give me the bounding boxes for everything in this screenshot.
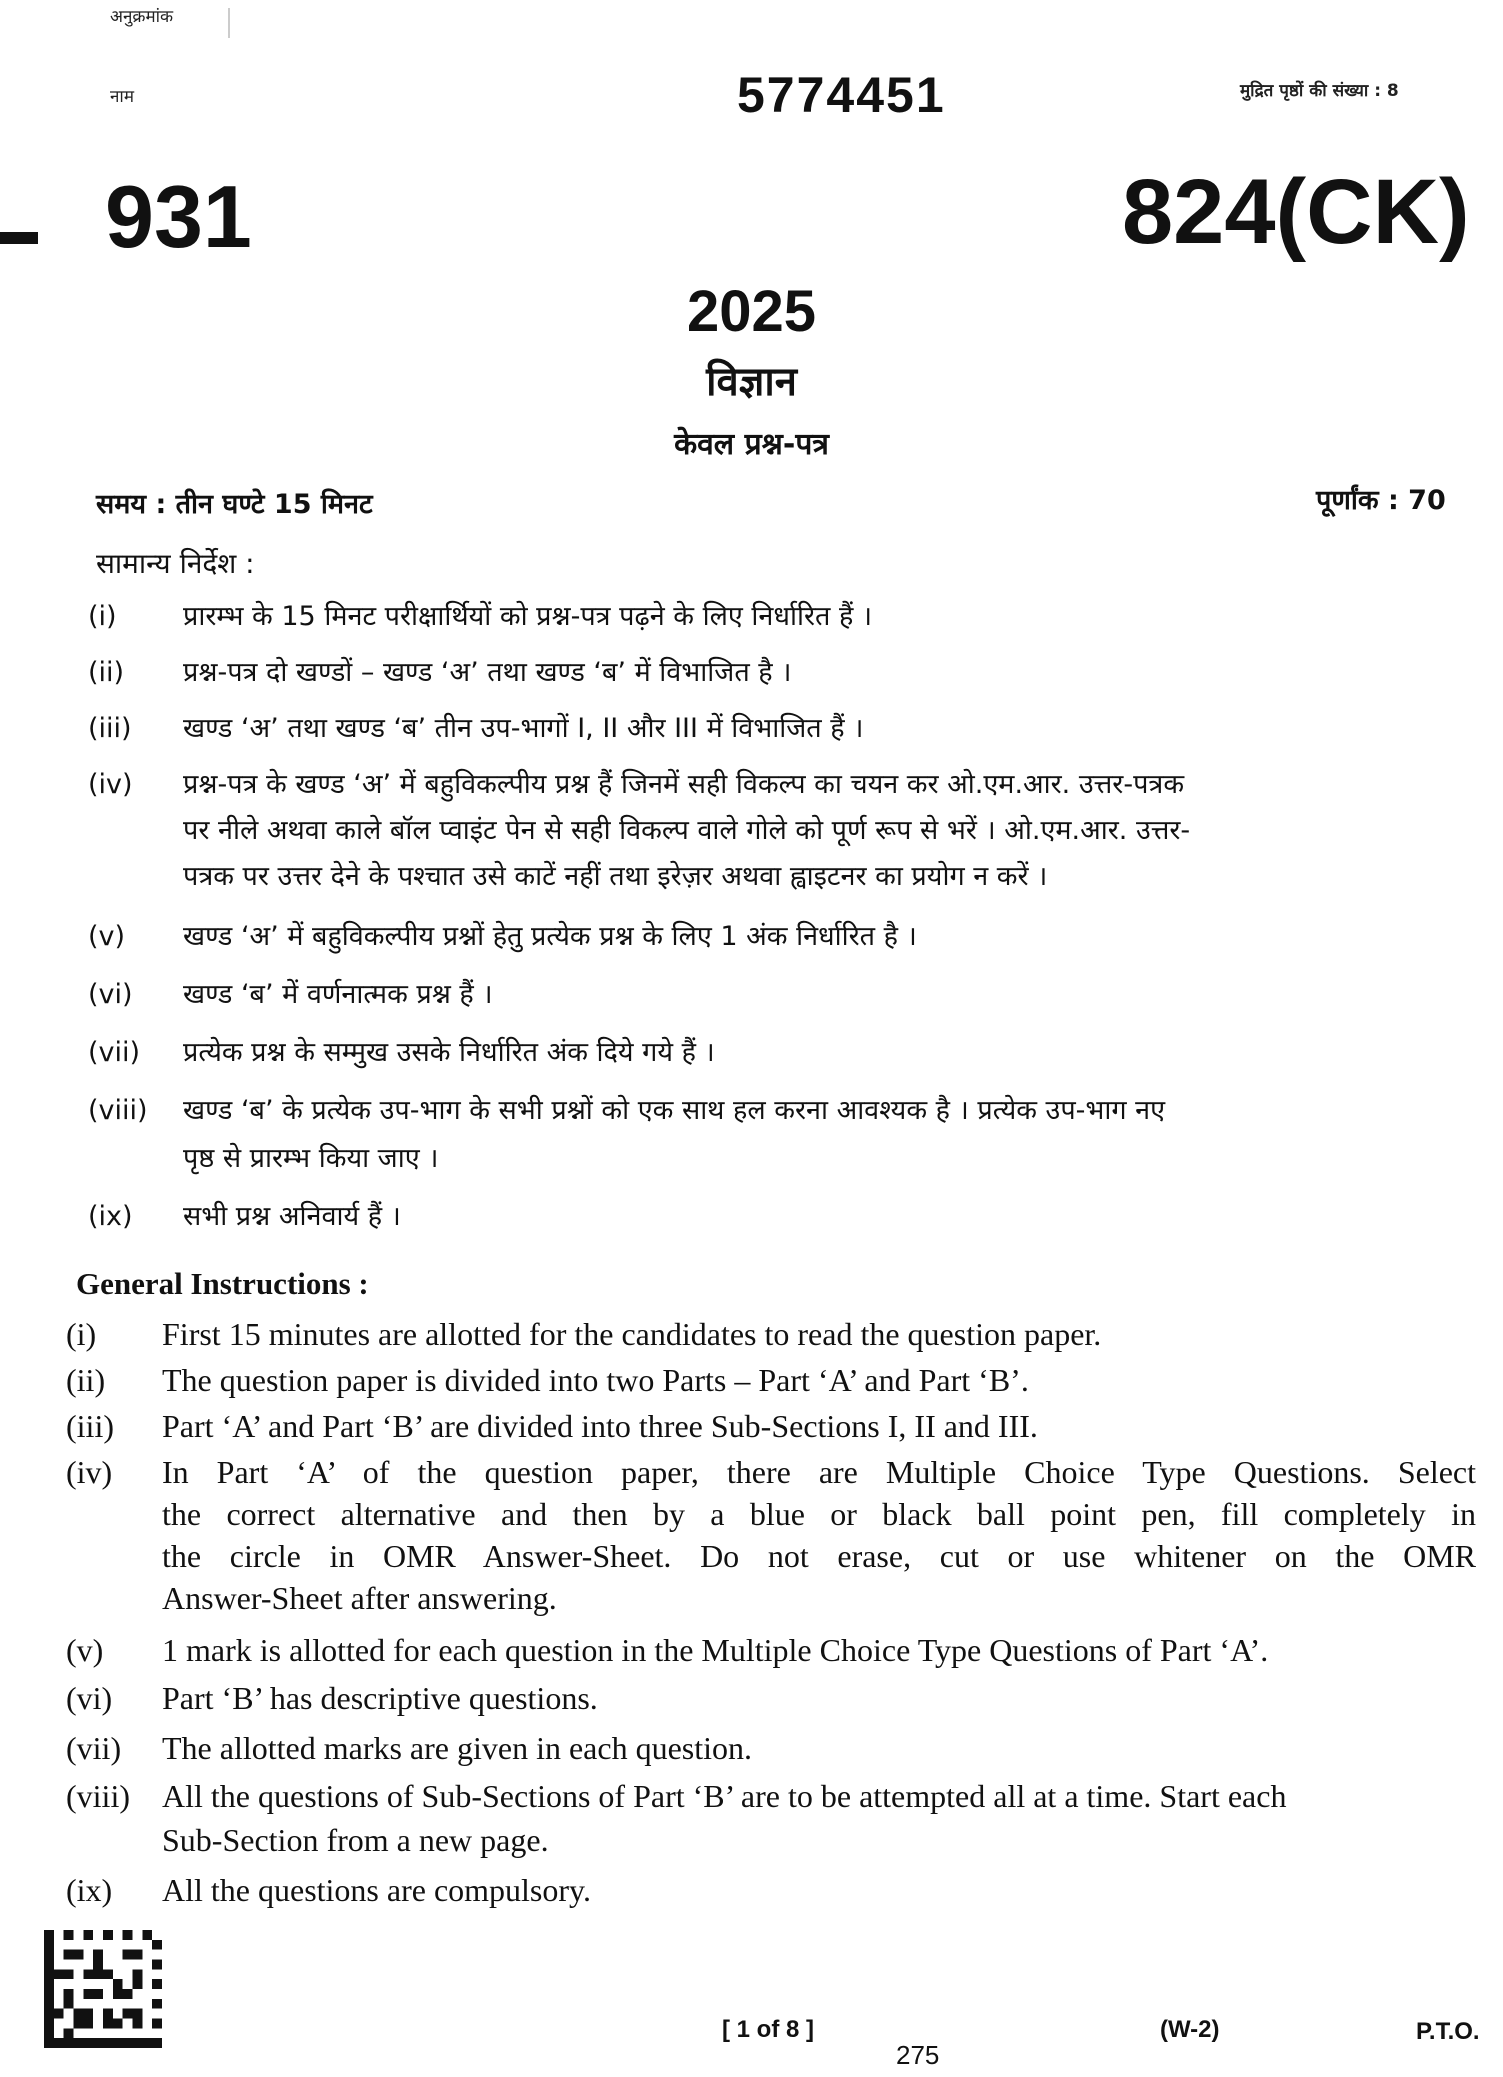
- paper-code: 824(CK): [1122, 161, 1470, 263]
- item-text: खण्ड ‘अ’ तथा खण्ड ‘ब’ तीन उप-भागों I, II और III में विभाजित हैं ।: [183, 713, 864, 744]
- item-text: In Part ‘A’ of the question paper, there are Multiple Choice Type Questions. Select: [162, 1454, 1476, 1490]
- item-text: पर नीले अथवा काले बॉल प्वाइंट पेन से सही विकल्प वाले गोले को पूर्ण रूप से भरें । ओ.एम.आर. उत्तर-: [183, 815, 1191, 846]
- time-allowed: समय : तीन घण्टे 15 मिनट: [96, 489, 373, 520]
- item-number: (viii): [66, 1778, 130, 1814]
- item-number: (ii): [66, 1362, 106, 1398]
- item-text: पृष्ठ से प्रारम्भ किया जाए ।: [183, 1143, 439, 1174]
- paper-type: केवल प्रश्न-पत्र: [674, 427, 829, 462]
- max-marks: पूर्णांक : 70: [1316, 485, 1446, 516]
- item-number: (iii): [66, 1408, 114, 1444]
- item-text: प्रश्न-पत्र के खण्ड ‘अ’ में बहुविकल्पीय प्रश्न हैं जिनमें सही विकल्प का चयन कर ओ.एम.आर. उत्तर-पत्रक: [183, 769, 1185, 800]
- english-instructions: [66, 1314, 1476, 1914]
- item-number: (iv): [66, 1454, 113, 1490]
- item-number: (v): [88, 921, 126, 952]
- page-sub-number: 275: [896, 2040, 940, 2070]
- left-code: 931: [105, 167, 252, 266]
- item-text: प्रत्येक प्रश्न के सम्मुख उसके निर्धारित अंक दिये गये हैं ।: [183, 1037, 715, 1068]
- item-text: First 15 minutes are allotted for the candidates to read the question paper.: [162, 1316, 1102, 1352]
- divider: [228, 8, 230, 38]
- item-number: (ii): [88, 657, 125, 688]
- item-text: प्रारम्भ के 15 मिनट परीक्षार्थियों को प्रश्न-पत्र पढ़ने के लिए निर्धारित हैं ।: [183, 601, 873, 632]
- footer-code: (W-2): [1160, 2016, 1220, 2043]
- item-number: (i): [88, 601, 117, 632]
- barcode-icon: [44, 1930, 162, 2048]
- item-text: प्रश्न-पत्र दो खण्डों – खण्ड ‘अ’ तथा खण्ड ‘ब’ में विभाजित है ।: [183, 657, 792, 688]
- item-text: पत्रक पर उत्तर देने के पश्चात उसे काटें नहीं तथा इरेज़र अथवा ह्वाइटनर का प्रयोग न करें ।: [183, 861, 1048, 892]
- item-text: the correct alternative and then by a blue or black ball point pen, fill completely in: [162, 1496, 1476, 1532]
- pto-label: P.T.O.: [1416, 2018, 1480, 2045]
- item-text: Answer-Sheet after answering.: [162, 1580, 557, 1616]
- item-text: 1 mark is allotted for each question in the Multiple Choice Type Questions of Part ‘A’.: [162, 1632, 1269, 1668]
- item-number: (ix): [88, 1201, 133, 1232]
- item-text: खण्ड ‘अ’ में बहुविकल्पीय प्रश्नों हेतु प्रत्येक प्रश्न के लिए 1 अंक निर्धारित है ।: [183, 921, 917, 952]
- item-number: (viii): [88, 1095, 148, 1126]
- english-instructions-heading: General Instructions :: [76, 1266, 369, 1301]
- exam-year: 2025: [686, 279, 817, 344]
- roll-number-label: अनुक्रमांक: [110, 7, 174, 27]
- item-number: (iii): [88, 713, 132, 744]
- hindi-instructions: [88, 600, 1470, 1250]
- item-number: (iv): [88, 769, 133, 800]
- item-text: खण्ड ‘ब’ के प्रत्येक उप-भाग के सभी प्रश्नों को एक साथ हल करना आवश्यक है । प्रत्येक उप-भाग नए: [183, 1095, 1166, 1126]
- item-number: (i): [66, 1316, 97, 1352]
- item-text: खण्ड ‘ब’ में वर्णनात्मक प्रश्न हैं ।: [183, 979, 493, 1010]
- item-text: The allotted marks are given in each question.: [162, 1730, 753, 1766]
- printed-pages-count: मुद्रित पृष्ठों की संख्या : 8: [1240, 81, 1399, 101]
- item-text: Sub-Section from a new page.: [162, 1822, 549, 1858]
- scan-mark: [0, 232, 38, 244]
- item-text: All the questions are compulsory.: [162, 1872, 591, 1908]
- item-text: Part ‘A’ and Part ‘B’ are divided into three Sub-Sections I, II and III.: [162, 1408, 1038, 1444]
- name-label: नाम: [110, 87, 135, 107]
- item-number: (vi): [66, 1680, 113, 1716]
- page-number: [ 1 of 8 ]: [722, 2016, 815, 2043]
- item-number: (v): [66, 1632, 104, 1668]
- item-text: The question paper is divided into two Parts – Part ‘A’ and Part ‘B’.: [162, 1362, 1029, 1398]
- item-text: the circle in OMR Answer-Sheet. Do not erase, cut or use whitener on the OMR: [162, 1538, 1476, 1574]
- item-text: सभी प्रश्न अनिवार्य हैं ।: [183, 1201, 401, 1232]
- subject-title: विज्ञान: [706, 359, 797, 405]
- hindi-instructions-heading: सामान्य निर्देश :: [96, 547, 255, 580]
- item-number: (vii): [88, 1037, 141, 1068]
- item-text: Part ‘B’ has descriptive questions.: [162, 1680, 598, 1716]
- item-number: (vii): [66, 1730, 122, 1766]
- item-number: (ix): [66, 1872, 113, 1908]
- item-text: All the questions of Sub-Sections of Part ‘B’ are to be attempted all at a time. Start each: [162, 1778, 1287, 1814]
- serial-number: 5774451: [737, 67, 946, 123]
- item-number: (vi): [88, 979, 133, 1010]
